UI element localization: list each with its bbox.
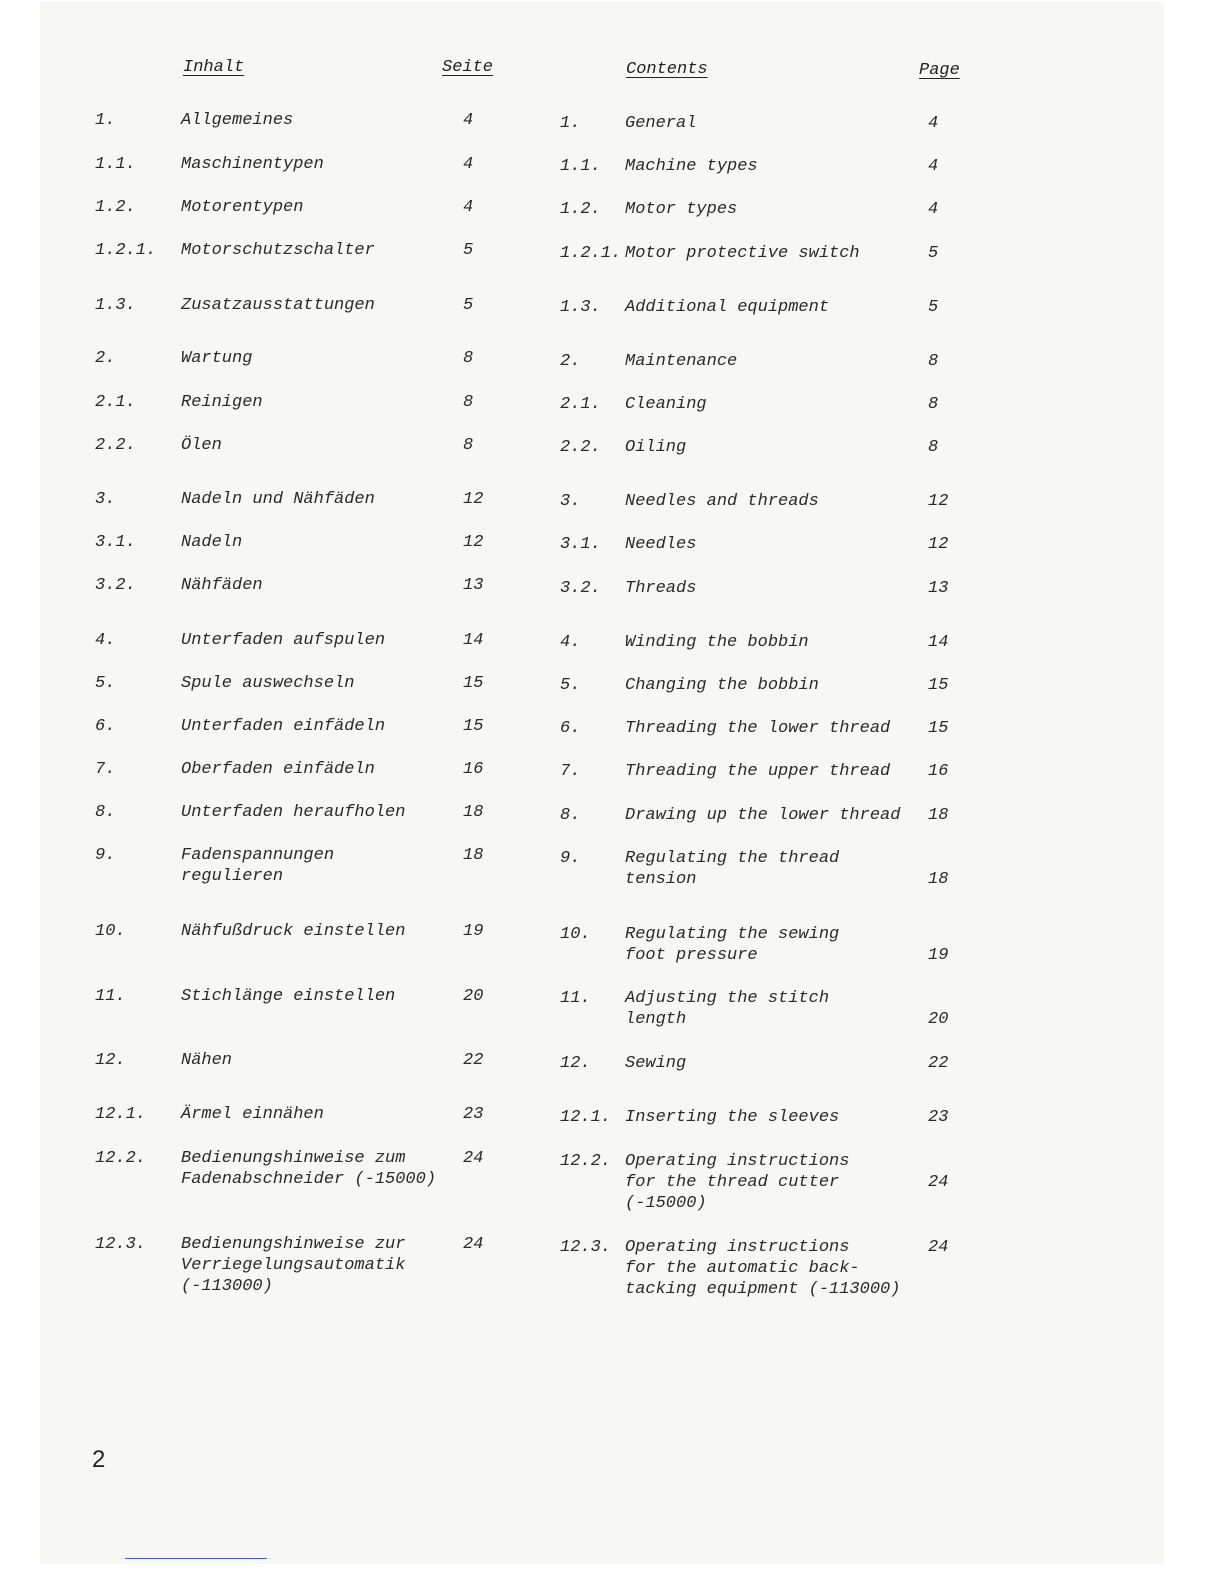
document-page <box>40 2 1164 1564</box>
toc-de-title: Wartung <box>181 349 253 368</box>
toc-de-page: 14 <box>463 631 484 650</box>
toc-en-number: 12. <box>560 1054 591 1073</box>
toc-de-number: 3. <box>95 490 116 509</box>
toc-en-title: Changing the bobbin <box>625 676 819 695</box>
toc-de-title: Motorentypen <box>181 198 304 217</box>
toc-en-title: Inserting the sleeves <box>625 1108 840 1127</box>
toc-de-title: Fadenspannungen regulieren <box>181 846 335 886</box>
toc-de-number: 2.1. <box>95 393 136 412</box>
toc-de-number: 12.1. <box>95 1105 147 1124</box>
toc-de-page: 15 <box>463 674 484 693</box>
toc-en-page: 8 <box>928 395 939 414</box>
bottom-divider <box>125 1558 267 1559</box>
toc-en-title: Regulating the thread tension <box>625 849 840 889</box>
toc-en-page: 15 <box>928 719 949 738</box>
page-number: 2 <box>92 1446 106 1473</box>
toc-de-title: Unterfaden einfädeln <box>181 717 386 736</box>
toc-de-number: 1. <box>95 111 116 130</box>
toc-de-title: Zusatzausstattungen <box>181 296 375 315</box>
toc-de-number: 7. <box>95 760 116 779</box>
toc-en-number: 3.1. <box>560 535 601 554</box>
toc-en-page: 19 <box>928 946 949 965</box>
toc-en-title: Needles <box>625 535 697 554</box>
toc-en-page: 23 <box>928 1108 949 1127</box>
toc-en-title: Sewing <box>625 1054 687 1073</box>
toc-en-number: 5. <box>560 676 581 695</box>
toc-de-title: Nähfußdruck einstellen <box>181 922 406 941</box>
toc-en-title: Cleaning <box>625 395 707 414</box>
toc-en-page: 5 <box>928 298 939 317</box>
toc-en-page: 16 <box>928 762 949 781</box>
toc-de-number: 1.3. <box>95 296 136 315</box>
toc-de-page: 22 <box>463 1051 484 1070</box>
toc-de-title: Nadeln und Nähfäden <box>181 490 375 509</box>
toc-en-number: 9. <box>560 849 581 868</box>
toc-en-number: 1.2. <box>560 200 601 219</box>
toc-en-title: General <box>625 114 697 133</box>
toc-en-number: 12.3. <box>560 1238 612 1257</box>
toc-en-number: 12.1. <box>560 1108 612 1127</box>
toc-en-title: Operating instructions for the automatic back- tacking equipment (-113000) <box>625 1238 901 1299</box>
toc-de-number: 1.2.1. <box>95 241 157 260</box>
toc-de-page: 12 <box>463 533 484 552</box>
toc-de-number: 3.2. <box>95 576 136 595</box>
toc-de-page: 20 <box>463 987 484 1006</box>
toc-en-number: 6. <box>560 719 581 738</box>
toc-de-number: 9. <box>95 846 116 865</box>
toc-en-number: 2. <box>560 352 581 371</box>
toc-en-page: 20 <box>928 1010 949 1029</box>
toc-de-title: Ärmel einnähen <box>181 1105 324 1124</box>
toc-de-number: 2.2. <box>95 436 136 455</box>
toc-en-page: 24 <box>928 1238 949 1257</box>
toc-en-title: Threading the lower thread <box>625 719 891 738</box>
toc-en-page: 5 <box>928 244 939 263</box>
toc-de-page: 12 <box>463 490 484 509</box>
toc-de-title: Allgemeines <box>181 111 294 130</box>
toc-de-number: 4. <box>95 631 116 650</box>
toc-de-title: Spule auswechseln <box>181 674 355 693</box>
toc-de-title: Stichlänge einstellen <box>181 987 396 1006</box>
toc-en-page: 14 <box>928 633 949 652</box>
toc-de-page: 24 <box>463 1149 484 1168</box>
toc-de-number: 10. <box>95 922 126 941</box>
toc-en-page: 4 <box>928 200 939 219</box>
header-page: Page <box>919 61 960 80</box>
toc-en-title: Threads <box>625 579 697 598</box>
toc-de-page: 4 <box>463 111 474 130</box>
toc-en-title: Regulating the sewing foot pressure <box>625 925 840 965</box>
toc-en-number: 1.2.1. <box>560 244 622 263</box>
toc-en-page: 8 <box>928 438 939 457</box>
toc-de-title: Ölen <box>181 436 222 455</box>
toc-en-number: 1. <box>560 114 581 133</box>
toc-en-number: 2.2. <box>560 438 601 457</box>
toc-de-number: 11. <box>95 987 126 1006</box>
toc-de-title: Oberfaden einfädeln <box>181 760 375 779</box>
toc-de-page: 16 <box>463 760 484 779</box>
toc-de-number: 1.1. <box>95 155 136 174</box>
toc-de-page: 24 <box>463 1235 484 1254</box>
toc-en-page: 18 <box>928 806 949 825</box>
toc-en-page: 13 <box>928 579 949 598</box>
toc-en-number: 7. <box>560 762 581 781</box>
toc-de-number: 1.2. <box>95 198 136 217</box>
toc-en-title: Winding the bobbin <box>625 633 809 652</box>
toc-en-number: 4. <box>560 633 581 652</box>
toc-de-number: 2. <box>95 349 116 368</box>
toc-en-title: Motor types <box>625 200 738 219</box>
toc-en-title: Adjusting the stitch length <box>625 989 830 1029</box>
header-contents: Contents <box>626 60 708 79</box>
toc-de-number: 3.1. <box>95 533 136 552</box>
toc-de-page: 18 <box>463 846 484 865</box>
toc-en-number: 1.3. <box>560 298 601 317</box>
toc-de-page: 5 <box>463 296 474 315</box>
toc-de-title: Bedienungshinweise zum Fadenabschneider (-15000) <box>181 1149 437 1189</box>
toc-en-page: 4 <box>928 157 939 176</box>
toc-de-page: 4 <box>463 198 474 217</box>
toc-de-page: 8 <box>463 349 474 368</box>
toc-de-title: Nadeln <box>181 533 243 552</box>
toc-de-page: 19 <box>463 922 484 941</box>
toc-en-title: Motor protective switch <box>625 244 860 263</box>
toc-en-number: 8. <box>560 806 581 825</box>
toc-de-page: 18 <box>463 803 484 822</box>
toc-en-number: 3. <box>560 492 581 511</box>
toc-de-page: 23 <box>463 1105 484 1124</box>
toc-de-title: Bedienungshinweise zur Verriegelungsautomatik (-113000) <box>181 1235 406 1296</box>
toc-en-page: 8 <box>928 352 939 371</box>
toc-de-number: 12. <box>95 1051 126 1070</box>
toc-en-title: Drawing up the lower thread <box>625 806 901 825</box>
toc-en-number: 3.2. <box>560 579 601 598</box>
toc-de-page: 5 <box>463 241 474 260</box>
toc-de-number: 12.2. <box>95 1149 147 1168</box>
toc-de-title: Nähfäden <box>181 576 263 595</box>
toc-en-title: Needles and threads <box>625 492 819 511</box>
toc-de-page: 8 <box>463 393 474 412</box>
toc-en-title: Threading the upper thread <box>625 762 891 781</box>
toc-en-title: Machine types <box>625 157 758 176</box>
toc-de-title: Nähen <box>181 1051 233 1070</box>
toc-de-title: Unterfaden aufspulen <box>181 631 386 650</box>
toc-en-page: 4 <box>928 114 939 133</box>
toc-de-title: Unterfaden heraufholen <box>181 803 406 822</box>
toc-en-page: 18 <box>928 870 949 889</box>
toc-en-number: 11. <box>560 989 591 1008</box>
toc-en-page: 12 <box>928 535 949 554</box>
header-inhalt: Inhalt <box>183 58 245 77</box>
toc-en-page: 24 <box>928 1173 949 1192</box>
toc-en-title: Oiling <box>625 438 687 457</box>
toc-de-number: 5. <box>95 674 116 693</box>
toc-en-number: 10. <box>560 925 591 944</box>
toc-en-number: 1.1. <box>560 157 601 176</box>
toc-de-page: 8 <box>463 436 474 455</box>
toc-en-title: Operating instructions for the thread cutter (-15000) <box>625 1152 850 1213</box>
toc-de-title: Motorschutzschalter <box>181 241 375 260</box>
toc-de-page: 15 <box>463 717 484 736</box>
toc-en-number: 2.1. <box>560 395 601 414</box>
header-seite: Seite <box>442 58 494 77</box>
toc-en-title: Maintenance <box>625 352 738 371</box>
toc-en-page: 15 <box>928 676 949 695</box>
toc-de-number: 12.3. <box>95 1235 147 1254</box>
toc-de-number: 6. <box>95 717 116 736</box>
toc-en-page: 22 <box>928 1054 949 1073</box>
toc-de-page: 13 <box>463 576 484 595</box>
toc-de-title: Maschinentypen <box>181 155 324 174</box>
toc-en-page: 12 <box>928 492 949 511</box>
toc-en-number: 12.2. <box>560 1152 612 1171</box>
toc-de-title: Reinigen <box>181 393 263 412</box>
toc-de-number: 8. <box>95 803 116 822</box>
toc-de-page: 4 <box>463 155 474 174</box>
toc-en-title: Additional equipment <box>625 298 830 317</box>
